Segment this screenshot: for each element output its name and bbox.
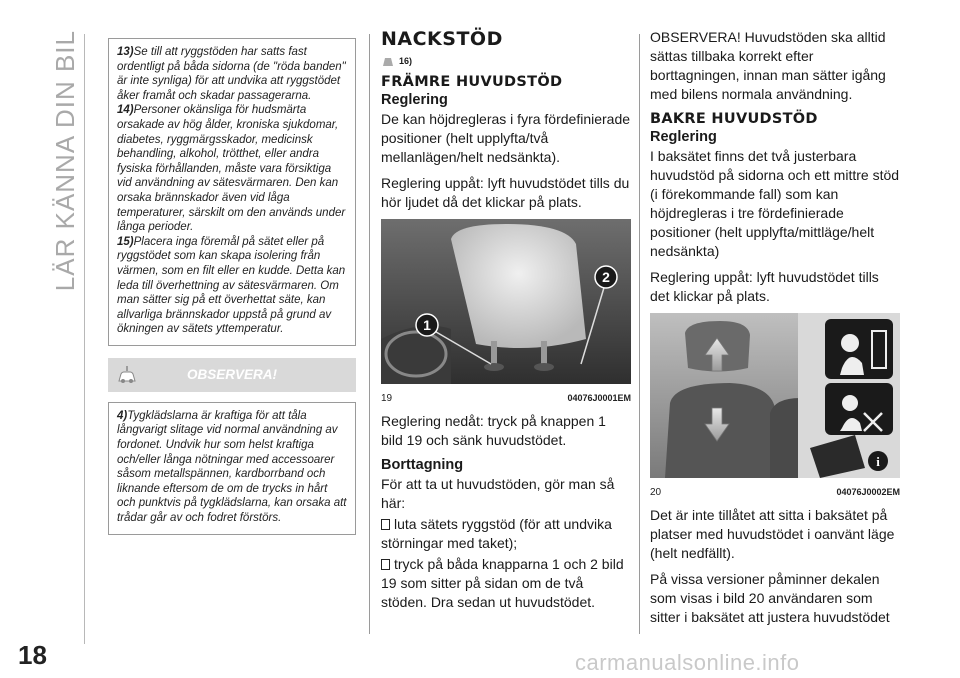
section-tab	[0, 30, 90, 360]
front-headrest-heading: FRÄMRE HUVUDSTÖD	[381, 74, 563, 90]
observera-note	[117, 409, 347, 526]
figure-20	[650, 313, 900, 498]
figure-caption	[381, 393, 631, 404]
safety-reference	[381, 54, 631, 68]
callout-1: 1	[423, 317, 431, 333]
page-title: NACKSTÖD	[381, 28, 503, 50]
paragraph: Reglering uppåt: lyft huvudstödet tills du hör ljudet då det klickar på plats.	[381, 175, 630, 210]
checkbox-bullet-icon	[381, 519, 390, 530]
section-tab-label: LÄR KÄNNA DIN BIL	[50, 30, 80, 292]
note-text: Se till att ryggstöden har satts fast ordentligt på båda sidorna (de "röda banden" är inte synliga) för att undvika att ryggstödet åker framåt och skadar passagerarna.	[117, 46, 346, 102]
side-divider	[84, 34, 85, 644]
list-item	[381, 515, 631, 553]
callout-2: 2	[602, 269, 610, 285]
paragraph: Det är inte tillåtet att sitta i baksätet på platser med huvudstödet i oanvänt läge (helt nedfällt).	[650, 507, 895, 561]
paragraph: I baksätet finns det två justerbara huvudstöd på sidorna och ett mittre stöd (i förekommande fall) som kan höjdregleras i tre fördefinierade positioner (helt upplyfta/mittläge/helt nedsänkta)	[650, 148, 900, 259]
reference-number: 16)	[399, 56, 413, 66]
list-item	[381, 555, 631, 612]
list-item-text: luta sätets ryggstöd (för att undvika störningar med taket);	[381, 516, 612, 551]
note-15	[117, 235, 347, 337]
paragraph: OBSERVERA! Huvudstöden ska alltid sättas tillbaka korrekt efter borttagningen, innan man sätter igång med bilens normala användning.	[650, 29, 886, 102]
figure-number: 19	[381, 393, 393, 404]
adjustment-heading: Reglering	[650, 129, 717, 145]
note-text: Personer okänsliga för hudsmärta orsakade av hög ålder, kroniska sjukdomar, diabetes, ryggmärgsskador, medicinsk behandling, alkohol, trötthet, eller andra fysiska förhållanden, måste vara försiktiga vid användning av sätesvärmaren. Den kan orsaka brännskador även vid låga temperaturer, särskilt om den används under långa perioder.	[117, 104, 346, 234]
paragraph: Reglering nedåt: tryck på knappen 1 bild 19 och sänk huvudstödet.	[381, 413, 606, 448]
rear-headrest-photo	[650, 313, 900, 478]
column-rear-headrest	[650, 28, 900, 634]
paragraph: För att ta ut huvudstöden, gör man så här:	[381, 476, 615, 511]
figure-code: 04076J0002EM	[836, 487, 900, 497]
note-number: 15)	[117, 235, 134, 248]
note-number: 13)	[117, 46, 134, 58]
adjustment-heading: Reglering	[381, 92, 448, 108]
watermark: carmanualsonline.info	[575, 650, 800, 675]
observera-box	[108, 402, 356, 535]
note-text: Placera inga föremål på sätet eller på ryggstödet som kan skapa isolering från värmen, som en filt eller en kudde. Detta kan leda till överhettning av sätesvärmaren. Om man sätter sig på ett överhettat säte, kan allvarliga brännskador uppstå på grund av ökningen av sätets yttemperatur.	[117, 235, 346, 336]
note-number: 4)	[117, 409, 128, 422]
column-divider	[639, 34, 640, 634]
figure-number: 20	[650, 487, 662, 498]
column-divider	[369, 34, 370, 634]
note-14	[117, 103, 347, 234]
column-notes	[108, 38, 356, 535]
front-headrest-photo	[381, 219, 631, 384]
figure-caption	[650, 487, 900, 498]
note-number: 14)	[117, 104, 134, 117]
svg-text:i: i	[876, 454, 880, 469]
checkbox-bullet-icon	[381, 559, 390, 570]
rear-headrest-heading: BAKRE HUVUDSTÖD	[650, 111, 818, 127]
note-text: Tygklädslarna är kraftiga för att tåla långvarigt slitage vid normal användning av fordonet. Undvik hur som helst kraftiga och/eller långa nötningar med accessoarer såsom metallspännen, kardborrband och liknande eftersom de om de trycks in hårt och punktvis på tygklädslarna, kan orsaka att trådar går av och fodret förstörs.	[117, 409, 347, 525]
figure-19	[381, 219, 631, 404]
observera-header	[108, 358, 356, 392]
removal-heading: Borttagning	[381, 457, 464, 473]
paragraph: Reglering uppåt: lyft huvudstödet tills det klickar på plats.	[650, 269, 879, 304]
page-number: 18	[18, 640, 47, 670]
paragraph: På vissa versioner påminner dekalen som visas i bild 20 användaren som sitter i baksätet att justera huvudstödet	[650, 571, 890, 625]
paragraph: De kan höjdregleras i fyra fördefinierade positioner (helt upplyfta/två mellanlägen/helt nedsänkta).	[381, 111, 631, 165]
seat-warning-icon	[381, 54, 395, 68]
list-item-text: tryck på båda knapparna 1 och 2 bild 19 som sitter på sidan om de två stöden. Dra sedan ut huvudstödet.	[381, 556, 624, 610]
figure-code: 04076J0001EM	[567, 393, 631, 403]
column-front-headrest	[381, 28, 631, 619]
warning-notes-box	[108, 38, 356, 346]
observera-title: OBSERVERA!	[186, 366, 277, 382]
note-13	[117, 45, 347, 103]
